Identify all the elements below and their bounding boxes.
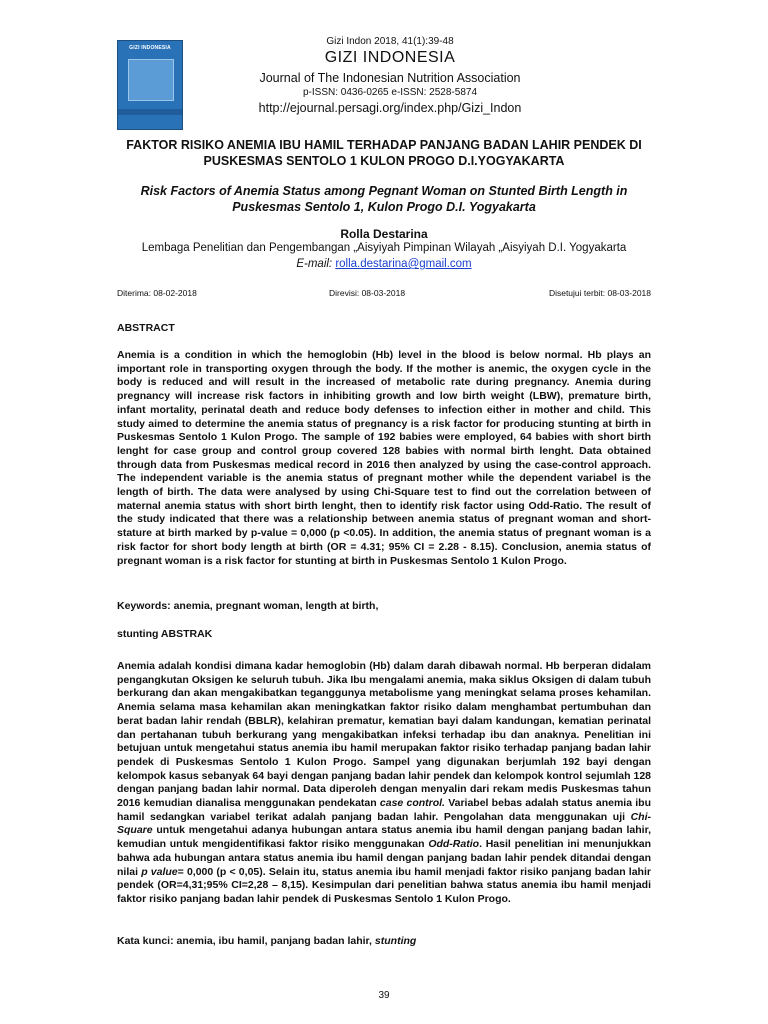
- article-title: [110, 137, 658, 169]
- abstract-text: Anemia is a condition in which the hemoglobin (Hb) level in the blood is below normal. Hb plays an important role in transporting oxygen through the body. If the mother is anemic, the oxygen cycle in the body is reduced and will result in the increased of metabolic rate during pregnancy. Anemia during pregnancy will increase risk factors in inhibiting growth and low birth weight (LBW), premature birth, infant mortality, perinatal death and reduce body defenses to infection either in mother and child. This study aimed to determine the anemia status of pregnancy is a risk factor for producing stunting at birth in Puskesmas Sentolo 1 Kulon Progo. The sample of 192 babies were employed, 64 babies with short birth lenght for case group and control group covered 128 babies with normal birth lenght. Data obtained through data from Puskesmas medical record in 2016 then analyzed by using the case-control approach. The independent variable is the anemia status of pregnant mother while the dependent variabel is the length of birth. The data were analysed by using Chi-Square test to find out the correlation between of maternal anemia status with short birth lenght, then to identify risk factor using Odd-Ratio. The result of the study indicated that there was a relationship between anemia status of pregnant woman and short-stature at birth marked by p-value = 0,000 (p <0.05). In addition, the anemia status of pregnant woman is a risk factor for short body length at birth (OR = 4.31; 95% CI = 2.28 - 8.15). Conclusion, anemia status of pregnant woman is a risk factor for stunting at birth in Puskesmas Sentolo 1 Kulon Progo.: [117, 349, 651, 567]
- author-name: Rolla Destarina: [340, 227, 428, 241]
- abstrak-text-part: . Hasil penelitian ini menunjukkan bahwa ada hubungan antara status anemia ibu hamil dengan panjang badan lahir pendek ditandai dengan nilai: [117, 838, 652, 878]
- abstrak-italic: p value: [141, 865, 178, 878]
- kata-kunci-italic: stunting: [374, 935, 417, 947]
- cover-image: [128, 59, 174, 101]
- abstrak-italic: Chi-Square: [117, 810, 651, 837]
- keywords: Keywords: anemia, pregnant woman, length at birth,: [117, 600, 379, 612]
- abstrak-heading: stunting ABSTRAK: [117, 628, 213, 640]
- kata-kunci: [117, 935, 651, 949]
- abstrak-italic: case control.: [379, 797, 445, 810]
- journal-name: GIZI INDONESIA: [324, 49, 456, 66]
- date-accepted: Disetujui terbit: 08-03-2018: [548, 288, 651, 298]
- abstrak-text-part: Anemia adalah kondisi dimana kadar hemoglobin (Hb) dalam darah dibawah normal. Hb berperan didalam pengangkutan Oksigen ke seluruh tubuh. Jika Ibu mengalami anemia, maka siklus Oksigen di dalam tubuh berkurang dan akan mengakibatkan teganggunya metabolisme yang meningkat selama proses kehamilan. Anemia selama masa kehamilan akan meningkatkan faktor risiko dalam menghambat pertumbuhan dan berat badan lahir rendah (BBLR), kelahiran prematur, kematian bayi dalam kandungan, kematian perinatal dan pertahanan tubuh berkurang yang mengakibatkan infeksi terhadap ibu dan anaknya. Penelitian ini betujuan untuk mengetahui status anemia ibu hamil merupakan faktor risiko terhadap panjang badan lahir pendek di Puskesmas Sentolo 1 Kulon Progo. Sampel yang digunakan berjumlah 192 bayi dengan kelompok kasus sebanyak 64 bayi dengan panjang badan lahir pendek dan kelompok kontrol sejumlah 128 dengan panjang badan lahir normal. Data diperoleh dengan menyalin dari rekam medis Puskesmas tahun 2016 kemudian dianalisa menggunakan pendekatan: [117, 660, 651, 810]
- kata-kunci-text: Kata kunci: anemia, ibu hamil, panjang badan lahir,: [117, 935, 372, 947]
- abstrak-text-part: Variabel bebas adalah status anemia ibu hamil sedangkan variabel terikat adalah panjang badan lahir. Pengolahan data menggunakan uji: [117, 797, 651, 823]
- journal-association: Journal of The Indonesian Nutrition Association: [259, 71, 521, 85]
- author-affiliation: Lembaga Penelitian dan Pengembangan „Aisyiyah Pimpinan Wilayah „Aisyiyah D.I. Yogyakarta: [141, 242, 627, 254]
- article-title-line: PUSKESMAS SENTOLO 1 KULON PROGO D.I.YOGYAKARTA: [203, 154, 565, 168]
- abstrak-text-part: untuk mengetahui adanya hubungan antara status anemia ibu hamil dengan panjang badan lahir, kemudian untuk mengidentifikasi faktor risiko menggunakan: [117, 824, 651, 851]
- email-label: E-mail:: [296, 258, 333, 270]
- article-subtitle-line: Risk Factors of Anemia Status among Pegnant Woman on Stunted Birth Length in: [140, 184, 628, 198]
- article-subtitle: [110, 183, 658, 215]
- article-subtitle-line: Puskesmas Sentolo 1, Kulon Progo D.I. Yogyakarta: [232, 200, 536, 214]
- journal-citation: Gizi Indon 2018, 41(1):39-48: [326, 36, 454, 47]
- page-number: 39: [378, 990, 390, 1001]
- email-link[interactable]: rolla.destarina@gmail.com: [335, 258, 472, 270]
- abstrak-text: [117, 660, 651, 907]
- date-revised: Direvisi: 08-03-2018: [329, 288, 406, 298]
- journal-cover-thumbnail: [117, 40, 183, 130]
- author-email: [110, 258, 658, 270]
- date-received: Diterima: 08-02-2018: [117, 288, 197, 298]
- cover-band: [118, 109, 182, 115]
- abstrak-italic: Odd-Ratio: [428, 838, 480, 851]
- article-title-line: FAKTOR RISIKO ANEMIA IBU HAMIL TERHADAP PANJANG BADAN LAHIR PENDEK DI: [126, 138, 642, 152]
- cover-title: GIZI INDONESIA: [129, 45, 171, 51]
- abstrak-text-part: = 0,000 (p < 0,05). Selain itu, status anemia ibu hamil menjadi faktor risiko panjang badan lahir pendek (OR=4,31;95% CI=2,28 – 8,15). Kesimpulan dari penelitian bahwa status anemia ibu hamil menjadi faktor risiko panjang badan lahir pendek di Puskesmas Sentolo 1 Kulon Progo.: [117, 865, 651, 905]
- article-dates: [117, 288, 651, 302]
- journal-issn: p-ISSN: 0436-0265 e-ISSN: 2528-5874: [303, 87, 477, 98]
- journal-url[interactable]: http://ejournal.persagi.org/index.php/Gizi_Indon: [258, 101, 522, 115]
- abstract-heading: ABSTRACT: [117, 322, 175, 334]
